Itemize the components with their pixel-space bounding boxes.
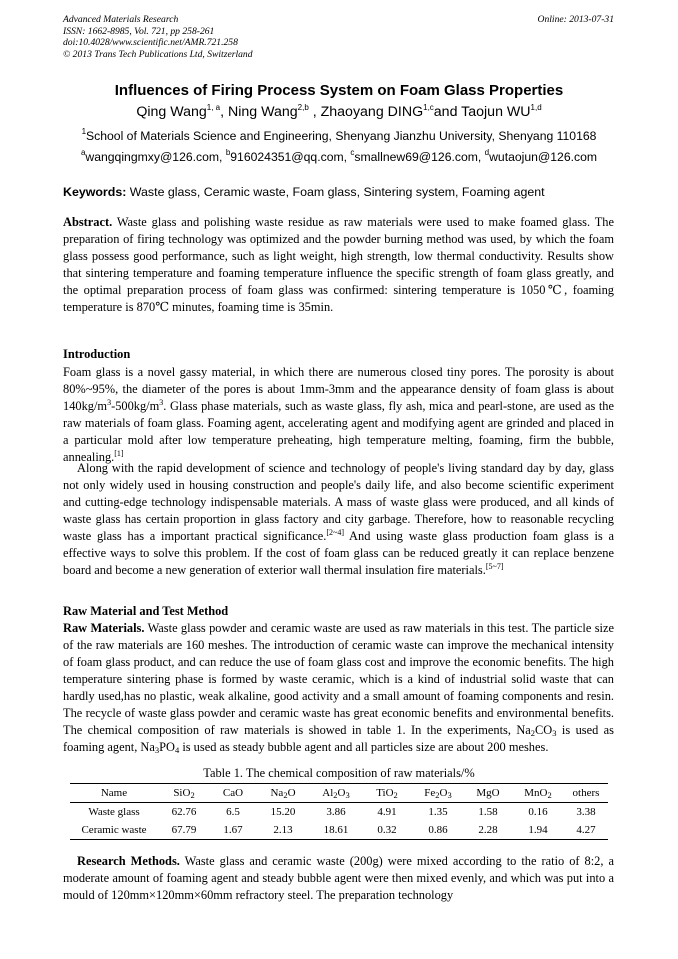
- citation: [1]: [114, 449, 124, 458]
- email-address[interactable]: 916024351@qq.com,: [230, 150, 351, 164]
- column-header: $Al_2O_3$: [310, 784, 362, 803]
- affiliation-text: School of Materials Science and Engineering, Shenyang Jianzhu University, Shenyang 110168: [86, 129, 597, 143]
- column-header: $Fe_2O_3$: [412, 784, 464, 803]
- column-header: MgO: [464, 784, 512, 803]
- introduction-paragraph-1: [63, 364, 614, 466]
- column-header: CaO: [210, 784, 256, 803]
- subscript: 4: [174, 745, 180, 755]
- journal-copyright: © 2013 Trans Tech Publications Ltd, Switzerland: [63, 48, 253, 60]
- table-cell: Waste glass: [70, 803, 158, 822]
- table-cell: 1.67: [210, 821, 256, 840]
- citation: [5~7]: [485, 562, 504, 571]
- table-cell: 1.94: [512, 821, 564, 840]
- introduction-heading: Introduction: [63, 347, 131, 361]
- table-cell: 18.61: [310, 821, 362, 840]
- subscript: 3: [154, 745, 160, 755]
- keywords: [63, 185, 615, 199]
- email-address[interactable]: smallnew69@126.com,: [354, 150, 485, 164]
- column-header: Name: [70, 784, 158, 803]
- body-text: PO: [159, 740, 175, 754]
- email-address[interactable]: wangqingmxy@126.com,: [85, 150, 226, 164]
- column-header: SiO$_2$: [158, 784, 210, 803]
- email-list: [0, 150, 678, 164]
- author-sup: 1,d: [530, 103, 542, 112]
- journal-name: Advanced Materials Research: [63, 14, 179, 25]
- table-cell: 62.76: [158, 803, 210, 822]
- table-cell: 15.20: [256, 803, 310, 822]
- table-row: [70, 821, 608, 840]
- table-cell: 3.86: [310, 803, 362, 822]
- keywords-text: Waste glass, Ceramic waste, Foam glass, Sintering system, Foaming agent: [126, 185, 545, 199]
- author-sup: 1,c: [423, 103, 434, 112]
- raw-materials-paragraph: [63, 620, 614, 756]
- author-sup: 2,b: [297, 103, 309, 112]
- subscript: 2: [530, 728, 536, 738]
- table-cell: 0.16: [512, 803, 564, 822]
- intro-text: And using waste glass production foam glass is a effective ways to solve this problem. If the cost of foam glass can be reduced greatly it can replace benzene board and become a new generation of exterior wall thermal insulation fire materials.: [63, 529, 614, 577]
- author-name: Ning Wang: [228, 104, 298, 120]
- table-header-row: [70, 784, 608, 803]
- affiliation: [0, 129, 678, 143]
- citation: [2~4]: [326, 528, 344, 537]
- journal-header: [63, 14, 253, 60]
- author-name: Taojun WU: [461, 104, 531, 120]
- email-sup: b: [225, 148, 231, 157]
- online-date: Online: 2013-07-31: [537, 14, 614, 25]
- superscript: 3: [107, 398, 112, 407]
- subscript: 3: [552, 728, 557, 738]
- column-header: $Na_2O$: [256, 784, 310, 803]
- email-address[interactable]: wutaojun@126.com: [489, 150, 598, 164]
- table-cell: 2.28: [464, 821, 512, 840]
- raw-material-heading: Raw Material and Test Method: [63, 604, 229, 618]
- table-cell: 1.35: [412, 803, 464, 822]
- abstract-label: Abstract.: [63, 215, 113, 229]
- email-sup: a: [80, 148, 86, 157]
- keywords-label: Keywords:: [63, 185, 127, 199]
- column-header: TiO$_2$: [362, 784, 412, 803]
- author-name: Qing Wang: [136, 104, 207, 120]
- body-text: CO: [535, 723, 553, 737]
- author-list: [0, 104, 678, 120]
- email-sup: c: [350, 148, 355, 157]
- table-row: [70, 803, 608, 822]
- author-sep: ,: [220, 104, 228, 120]
- table-cell: Ceramic waste: [70, 821, 158, 840]
- raw-materials-label: Raw Materials.: [63, 621, 145, 635]
- author-sep: ,: [308, 104, 321, 120]
- body-text: is used as steady bubble agent and all particles size are about 200 meshes.: [179, 740, 549, 754]
- body-text: Waste glass powder and ceramic waste are used as raw materials in this test. The particle size of the raw materials are 160 meshes. The introduction of ceramic waste can improve the mechanical intensity of foam glass product, and can reduce the use of foam glass cost and improve the economic benefits. The high temperature sintering phase is formed by waste ceramic, which is a kind of industrial solid waste that can hardly used,has no plastic, weak alkaline, good activity and a small amount of foaming components and resin. The recycle of waste glass powder and ceramic waste has great economic benefits and environmental benefits. The chemical composition of raw materials is showed in table 1. In the experiments, Na: [63, 621, 614, 737]
- table-caption: Table 1. The chemical composition of raw materials/%: [203, 766, 475, 780]
- column-header: MnO$_2$: [512, 784, 564, 803]
- research-methods-label: Research Methods.: [77, 854, 180, 868]
- table-cell: 3.38: [564, 803, 608, 822]
- affiliation-sup: 1: [81, 127, 87, 136]
- table-cell: 4.91: [362, 803, 412, 822]
- composition-table: [70, 783, 608, 840]
- intro-text: -500kg/m: [111, 399, 160, 413]
- author-name: Zhaoyang DING: [320, 104, 424, 120]
- table-cell: 67.79: [158, 821, 210, 840]
- abstract-text: Waste glass and polishing waste residue as raw materials were used to make foamed glass. The preparation of firing technology was optimized and the powder burning method was used, by which the foam glass possess good performance, such as light weight, high strength, low thermal conductivity. Results show that sintering temperature and foaming temperature influence the specific strength of foam glass greatly, and the optimal preparation process of foam glass was confirmed: sintering temperature is 1050℃, foaming temperature is 870℃ minutes, foaming time is 35min.: [63, 215, 614, 314]
- research-methods-paragraph: [63, 853, 614, 904]
- table-cell: 6.5: [210, 803, 256, 822]
- column-header: others: [564, 784, 608, 803]
- author-sep: and: [433, 104, 462, 120]
- table-cell: 2.13: [256, 821, 310, 840]
- body-text: Waste glass and ceramic waste (200g) were mixed according to the ratio of 8:2, a moderate amount of foaming agent and steady bubble agent were then mixed evenly, and which was put into a mould of 120mm×120mm×60mm refractory steel. The preparation technology: [63, 854, 614, 902]
- abstract: [63, 214, 614, 316]
- body-text: is used as foaming agent, Na: [63, 723, 615, 754]
- intro-text: . Glass phase materials, such as waste glass, fly ash, mica and pearl-stone, are used as the raw materials of foam glass. Foaming agent, accelerating agent and modifying agent are grinded and placed in a particular mold after low temperature preheating, high temperature melting, foaming, firm the bubble, annealing.: [63, 399, 614, 464]
- journal-doi: doi:10.4028/www.scientific.net/AMR.721.258: [63, 37, 238, 48]
- table-cell: 0.32: [362, 821, 412, 840]
- author-sup: 1, a: [206, 103, 221, 112]
- introduction-paragraph-2: [63, 460, 614, 579]
- paper-title: Influences of Firing Process System on Foam Glass Properties: [114, 82, 564, 99]
- table-cell: 4.27: [564, 821, 608, 840]
- intro-text: Along with the rapid development of science and technology of people's living standard day by day, glass not only widely used in housing construction and people's daily life, and also become scientific experiment and cutting-edge technology indispensable materials. A mass of waste glass were produced, and all kinds of waste glass has certain proportion in glass factory and city garbage. Therefore, how to reasonable recycling waste glass has a important practical significance.: [63, 461, 614, 543]
- journal-issn: ISSN: 1662-8985, Vol. 721, pp 258-261: [63, 25, 215, 37]
- table-cell: 0.86: [412, 821, 464, 840]
- email-sup: d: [484, 148, 490, 157]
- superscript: 3: [159, 398, 164, 407]
- intro-text: Foam glass is a novel gassy material, in which there are numerous closed tiny pores. The porosity is about 80%~95%, the diameter of the pores is about 1mm-3mm and the appearance density of foam glass is about 140kg/m: [63, 365, 614, 413]
- table-cell: 1.58: [464, 803, 512, 822]
